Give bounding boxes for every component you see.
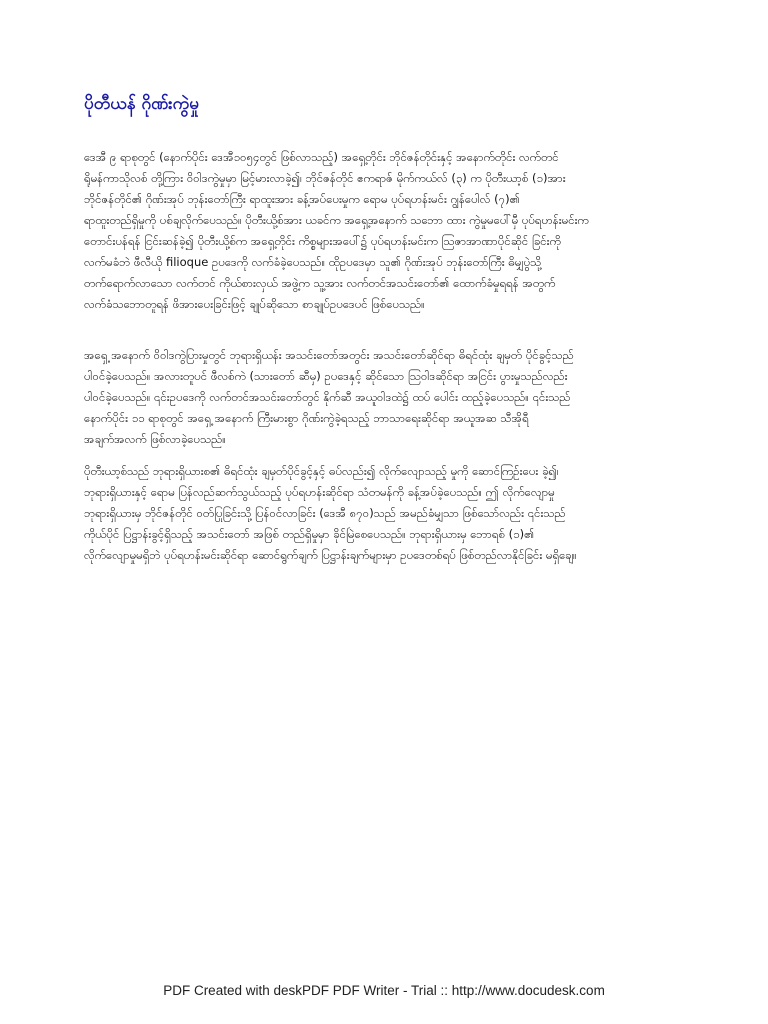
- paragraph-1: [84, 147, 688, 315]
- paragraph-line: တက်ရောက်လာသော လက်တင် ကိုယ်စားလှယ် အဖွဲ့က သူ့အား လက်တင်အသင်းတော်၏ ထောက်ခံမှုရရန် အတွက်: [84, 276, 556, 290]
- paragraph-line: ဘုရားရှိယားမှ ဘိုင်ဇန်တိုင် ဝတ်ပြုခြင်းသို့ ပြန်ဝင်လာခြင်း (ဒေအီ ၈၇၀)သည် အမည်ခံမျှသာ ဖြစ်သော်လည်း ၎င်းသည်: [84, 506, 566, 520]
- paragraph-line: ပါဝင်ခဲ့ပေသည်။ အလားတူပင် ဖီလစ်ကဲ (သားတော် ဆီမှ) ဥပဒေနှင့် ဆိုင်သော ဩဝါဒဆိုင်ရာ အငြင်း ပွားမှုသည်လည်း: [84, 369, 568, 383]
- pdf-watermark-footer: PDF Created with deskPDF PDF Writer - Trial :: http://www.docudesk.com: [163, 983, 605, 998]
- paragraph-line: အရှေ့ အနောက် ဝိဝါဒကွဲပြားမှုတွင် ဘုရားရှိယန်း အသင်းတော်အတွင်း အသင်းတော်ဆိုင်ရာ ဓိရင်ထုံး ချမှတ် ပိုင်ခွင့်သည်: [84, 348, 574, 362]
- paragraph-line: နောက်ပိုင်း ၁၁ ရာစုတွင် အရှေ့ အနောက် ကြီးမားစွာ ဂိုဏ်းကွဲခဲ့ရသည့် ဘာသာရေးဆိုင်ရာ အယူအဆ သီအိုရီ: [84, 411, 529, 425]
- paragraph-line: လိုက်လျောမှုမရှိဘဲ ပုပ်ရဟန်းမင်းဆိုင်ရာ ဆောင်ရွက်ချက် ပြဋ္ဌာန်းချက်များမှာ ဥပဒေတစ်ရပ် ဖြစ်တည်လာနိုင်ခြင်း မရှိချေ။: [84, 548, 577, 562]
- paragraph-line: လက်မခံဘဲ ဖီလီယို filioque ဥပဒေကို လက်ခံခဲ့ပေသည်။ ထိုဥပဒေမှာ သူ၏ ဂိုဏ်းအုပ် ဘုန်းတော်ကြီး ဓိမျှပွဲသို့: [84, 255, 542, 269]
- paragraph-line: ဘိုင်ဇန်တိုင်၏ ဂိုဏ်းအုပ် ဘုန်းတော်ကြီး ရာထူးအား ခန့်အပ်ပေးမှုက ရောမ ပုပ်ရဟန်းမင်း ဂျွန်ပေါလ် (၇)၏: [84, 192, 520, 206]
- paragraph-2: [84, 345, 688, 446]
- paragraph-line: ရာထူးတည်ရှိမှုကို ပစ်ချလိုက်ပေသည်။ ပိုတီးယို့စ်အား ယခင်က အရှေ့အနောက် သဘော ထား ကွဲမှုမပေါ်မှီ ပုပ်ရဟန်းမင်းက: [84, 213, 589, 227]
- paragraph-3: [84, 461, 688, 565]
- document-title: ပိုတီယန် ဂိုဏ်းကွဲမှု: [84, 94, 199, 114]
- paragraph-line: ပိုတီးယာ့စ်သည် ဘုရားရှိယားစ၏ ဓိရင်ထုံး ချမှတ်ပိုင်ခွင့်နှင့် ဓပ်လည်း၍ လိုက်လျောသည့် မှုကို ဆောင်ကြဉ်းပေး ခဲ့၍၊: [84, 464, 559, 478]
- paragraph-line: ပါဝင်ခဲ့ပေသည်။ ၎င်းဥပဒေကို လက်တင်အသင်းတော်တွင် နိုက်ဆီ အယူဝါဒထဲ၌ ထပ် ပေါင်း ထည့်ခဲ့ပေသည်။ ၎င်းသည်: [84, 390, 571, 404]
- paragraph-line: ကိုယ်ပိုင် ပြဋ္ဌာန်းခွင့်ရှိသည့် အသင်းတော် အဖြစ် တည်ရှိမှုမှာ ခိုင်မြဲစေပေသည်။ ဘုရားရှိယားမှ ဘောရစ် (၁)၏: [84, 527, 535, 541]
- paragraph-line: ရိုမန်ကာသိုလစ် တို့ကြား ဝိဝါဒကွဲမှုမှာ မြင့်မားလာခဲ့၍၊ ဘိုင်ဇန်တိုင် ဧကရာဇ် မိုက်ကယ်လ် (၃) က ပိုတီးယာ့စ် (၁)အား: [84, 171, 566, 185]
- paragraph-line: လက်ခံသဘောတူရန် ဖိအားပေးခြင်းဖြင့် ချုပ်ဆိုသော စာချုပ်ဥပဒေပင် ဖြစ်ပေသည်။: [84, 297, 425, 311]
- paragraph-line: ဘုရားရှိယားနှင့် ရောမ ပြန်လည်ဆက်သွယ်သည့် ပုပ်ရဟန်းဆိုင်ရာ သံတမန်ကို ခန့်အပ်ခဲ့ပေသည်။ ဤ လိုက်လျောမှု: [84, 485, 555, 499]
- paragraph-line: ဒေအီ ၉ ရာစုတွင် (နောက်ပိုင်း ဒေအီ၁၀၅၄တွင် ဖြစ်လာသည့်) အရှေ့တိုင်း ဘိုင်ဇန်တိုင်းနှင့် အနောက်တိုင်း လက်တင်: [84, 150, 559, 164]
- paragraph-line: အချက်အလက် ဖြစ်လာခဲ့ပေသည်။: [84, 432, 226, 446]
- paragraph-line: တောင်းပန်ရန် ငြင်းဆန်ခဲ့၍ ပိုတီးယို့စ်က အရှေ့တိုင်း ကိစ္စများအပေါ်၌ ပုပ်ရဟန်းမင်းက ဩဇာအာဏာပိုင်ဆိုင် ခြင်းကို: [84, 234, 561, 248]
